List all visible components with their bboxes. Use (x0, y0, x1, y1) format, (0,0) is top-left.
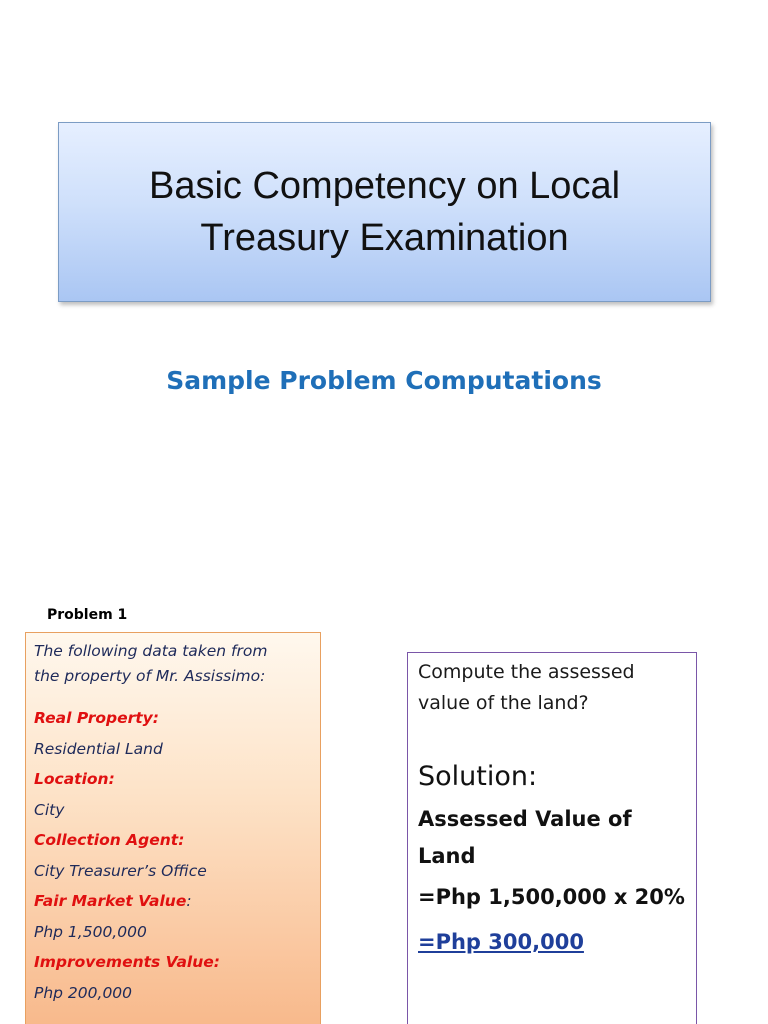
title-box (58, 122, 711, 302)
field-label-fair-market-value-text: Fair Market Value (34, 892, 187, 910)
data-intro-line-1: The following data taken from (34, 642, 268, 660)
formula: =Php 1,500,000 x 20% (418, 885, 685, 909)
field-value-fair-market-value: Php 1,500,000 (34, 922, 147, 941)
question (418, 657, 686, 719)
field-label-fair-market-value (34, 886, 311, 917)
property-data-box (25, 632, 321, 1024)
field-label-location: Location: (34, 770, 115, 788)
data-intro (34, 639, 311, 689)
title-line-2: Treasury Examination (200, 217, 569, 259)
step-line-1: Assessed Value of (418, 807, 632, 831)
field-value-collection-agent: City Treasurer’s Office (34, 861, 207, 880)
field-label-fair-market-value-colon: : (186, 892, 192, 910)
field-label-collection-agent: Collection Agent: (34, 831, 185, 849)
solution-heading: Solution: (418, 761, 538, 792)
question-line-2: value of the land? (418, 692, 589, 714)
field-value-location: City (34, 800, 65, 819)
field-value-improvements-value: Php 200,000 (34, 983, 133, 1002)
field-value-real-property: Residential Land (34, 739, 163, 758)
answer: =Php 300,000 (418, 930, 584, 954)
problem-label: Problem 1 (47, 607, 128, 623)
step-line-2: Land (418, 844, 476, 868)
data-intro-line-2: the property of Mr. Assissimo: (34, 667, 266, 685)
field-label-real-property: Real Property: (34, 709, 159, 727)
solution-box (407, 652, 697, 1024)
subtitle: Sample Problem Computations (166, 366, 602, 395)
question-line-1: Compute the assessed (418, 661, 635, 683)
field-label-improvements-value: Improvements Value: (34, 953, 220, 971)
title-line-1: Basic Competency on Local (148, 165, 621, 207)
